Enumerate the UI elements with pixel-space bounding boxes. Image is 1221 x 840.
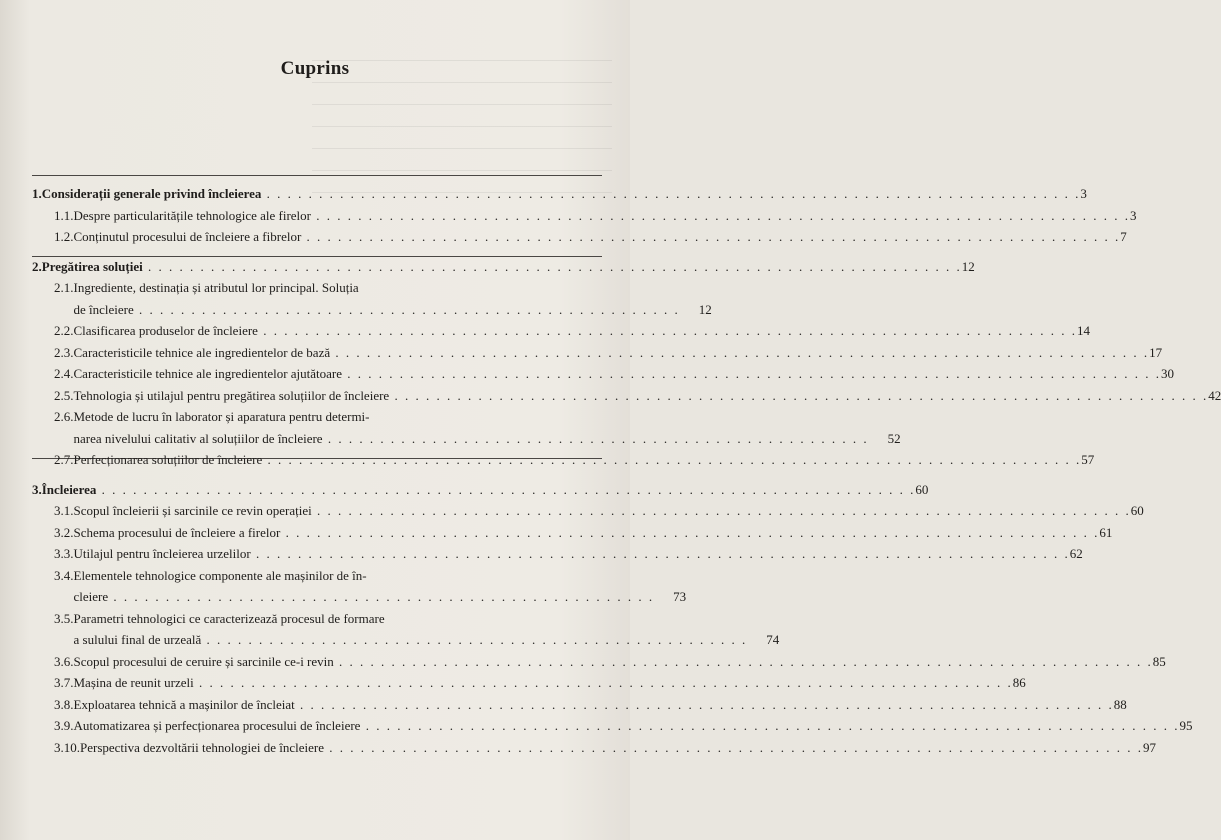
item-title-line-2: cleiere . . . [74, 586, 655, 608]
item-number: 3.10. [54, 739, 80, 755]
chapter-title: Încleierea . . . [42, 479, 916, 501]
toc-item-3-10[interactable] [32, 737, 1157, 759]
chapter-number: 3. [32, 481, 42, 497]
toc-item-1-1[interactable] [32, 205, 1137, 227]
toc-item-2-7[interactable] [32, 449, 1095, 471]
page-number: 30 [1161, 366, 1175, 381]
item-number: 2.5. [54, 387, 74, 403]
toc-item-3-8[interactable] [32, 694, 1127, 716]
item-title-line-2: a sulului final de urzeală . . . [74, 629, 748, 651]
toc-item-2-6[interactable] [32, 406, 901, 449]
item-number: 2.6. [54, 409, 74, 424]
item-number: 2.2. [54, 323, 74, 338]
toc-item-3-3[interactable] [32, 543, 1083, 565]
item-number: 3.8. [54, 696, 74, 712]
item-number: 3.4. [54, 567, 74, 583]
page-number: 88 [1113, 696, 1127, 712]
toc-item-3-1[interactable] [32, 500, 1144, 522]
top-rule [32, 175, 602, 176]
item-number: 3.9. [54, 718, 74, 733]
item-title: Conținutul procesului de încleiere a fibrelor . . . [74, 226, 1121, 248]
item-title: Schema procesului de încleiere a firelor . . . [74, 522, 1100, 544]
item-number: 3.5. [54, 610, 74, 626]
toc-chapter-1[interactable] [32, 183, 1087, 205]
page-number: 60 [1130, 503, 1144, 518]
page-number: 95 [1179, 718, 1193, 733]
page-number: 17 [1149, 344, 1163, 360]
item-number: 2.7. [54, 452, 74, 467]
chapter-title: Pregătirea soluției . . . [42, 256, 962, 278]
item-title: Perfecționarea soluțiilor de încleiere . . . [74, 449, 1082, 471]
item-title-line-1: Elementele tehnologice componente ale mașinilor de în- [73, 567, 367, 583]
page-number: 52 [887, 430, 901, 446]
item-number: 2.4. [54, 366, 74, 381]
item-title: Scopul încleierii și sarcinile ce revin operației . . . [74, 500, 1131, 522]
page-number: 74 [766, 632, 780, 647]
page-number: 3 [1130, 207, 1137, 223]
toc-chapter-2[interactable] [32, 256, 975, 278]
item-number: 2.3. [54, 344, 74, 360]
toc-chapter-3[interactable] [32, 479, 929, 501]
item-title: Mașina de reunit urzeli . . . [74, 672, 1013, 694]
item-number: 3.1. [54, 503, 74, 518]
chapter-number: 2. [32, 258, 42, 274]
toc-item-3-2[interactable] [32, 522, 1113, 544]
toc-item-3-5[interactable] [32, 608, 780, 651]
item-title: Clasificarea produselor de încleiere . . . [74, 320, 1077, 342]
item-title: Scopul procesului de ceruire și sarcinile ce-i revin . . . [74, 651, 1153, 673]
page-number: 14 [1076, 323, 1090, 338]
item-title-line-2: narea nivelului calitativ al soluțiilor de încleiere . . . [74, 428, 869, 450]
page-number: 73 [673, 589, 687, 604]
item-title: Exploatarea tehnică a mașinilor de încleiat . . . [74, 694, 1114, 716]
chapter-title: Considerații generale privind încleierea . . . [42, 183, 1081, 205]
item-title-line-1: Parametri tehnologici ce caracterizează procesul de formare [73, 610, 385, 626]
item-number: 3.6. [54, 653, 74, 669]
item-number: 2.1. [54, 280, 74, 295]
page-number: 12 [961, 258, 975, 274]
item-title-line-1: Ingrediente, destinația și atributul lor principal. Soluția [73, 280, 359, 295]
item-title: Caracteristicile tehnice ale ingredientelor de bază . . . [74, 342, 1150, 364]
toc-item-2-5[interactable] [32, 385, 1221, 407]
toc-item-2-1[interactable] [32, 277, 712, 320]
toc-item-1-2[interactable] [32, 226, 1127, 248]
item-number: 3.7. [54, 675, 74, 690]
item-title-line-2: de încleiere . . . [74, 299, 680, 321]
chapter-number: 1. [32, 186, 42, 201]
page-number: 62 [1069, 546, 1083, 561]
item-title: Caracteristicile tehnice ale ingredientelor ajutătoare . . . [74, 363, 1162, 385]
item-title: Despre particularitățile tehnologice ale firelor . . . [74, 205, 1131, 227]
item-title: Perspectiva dezvoltării tehnologiei de încleiere . . . [80, 737, 1143, 759]
item-number: 3.2. [54, 524, 74, 540]
page-number: 7 [1120, 229, 1127, 244]
toc-item-3-9[interactable] [32, 715, 1193, 737]
item-title-line-1: Metode de lucru în laborator și aparatura pentru determi- [73, 409, 370, 424]
item-number: 3.3. [54, 546, 74, 561]
page-number: 57 [1081, 452, 1095, 467]
page-title: Cuprins [280, 58, 350, 79]
table-of-contents [32, 183, 1221, 758]
item-title: Tehnologia și utilajul pentru pregătirea soluțiilor de încleiere . . . [74, 385, 1209, 407]
toc-item-2-3[interactable] [32, 342, 1163, 364]
toc-item-2-2[interactable] [32, 320, 1090, 342]
page-number: 85 [1152, 653, 1166, 669]
page-number: 97 [1143, 739, 1157, 755]
item-number: 1.2. [54, 229, 74, 244]
page-number: 3 [1080, 186, 1087, 201]
toc-item-3-6[interactable] [32, 651, 1166, 673]
toc-item-3-4[interactable] [32, 565, 687, 608]
page-number: 86 [1012, 675, 1026, 690]
page-number: 42 [1208, 387, 1221, 403]
page-number: 60 [915, 481, 929, 497]
item-title: Automatizarea și perfecționarea procesului de încleiere . . . [74, 715, 1180, 737]
page-number: 12 [698, 301, 712, 317]
toc-item-2-4[interactable] [32, 363, 1175, 385]
item-number: 1.1. [54, 207, 74, 223]
item-title: Utilajul pentru încleierea urzelilor . . . [74, 543, 1070, 565]
toc-item-3-7[interactable] [32, 672, 1026, 694]
page-number: 61 [1099, 524, 1113, 540]
